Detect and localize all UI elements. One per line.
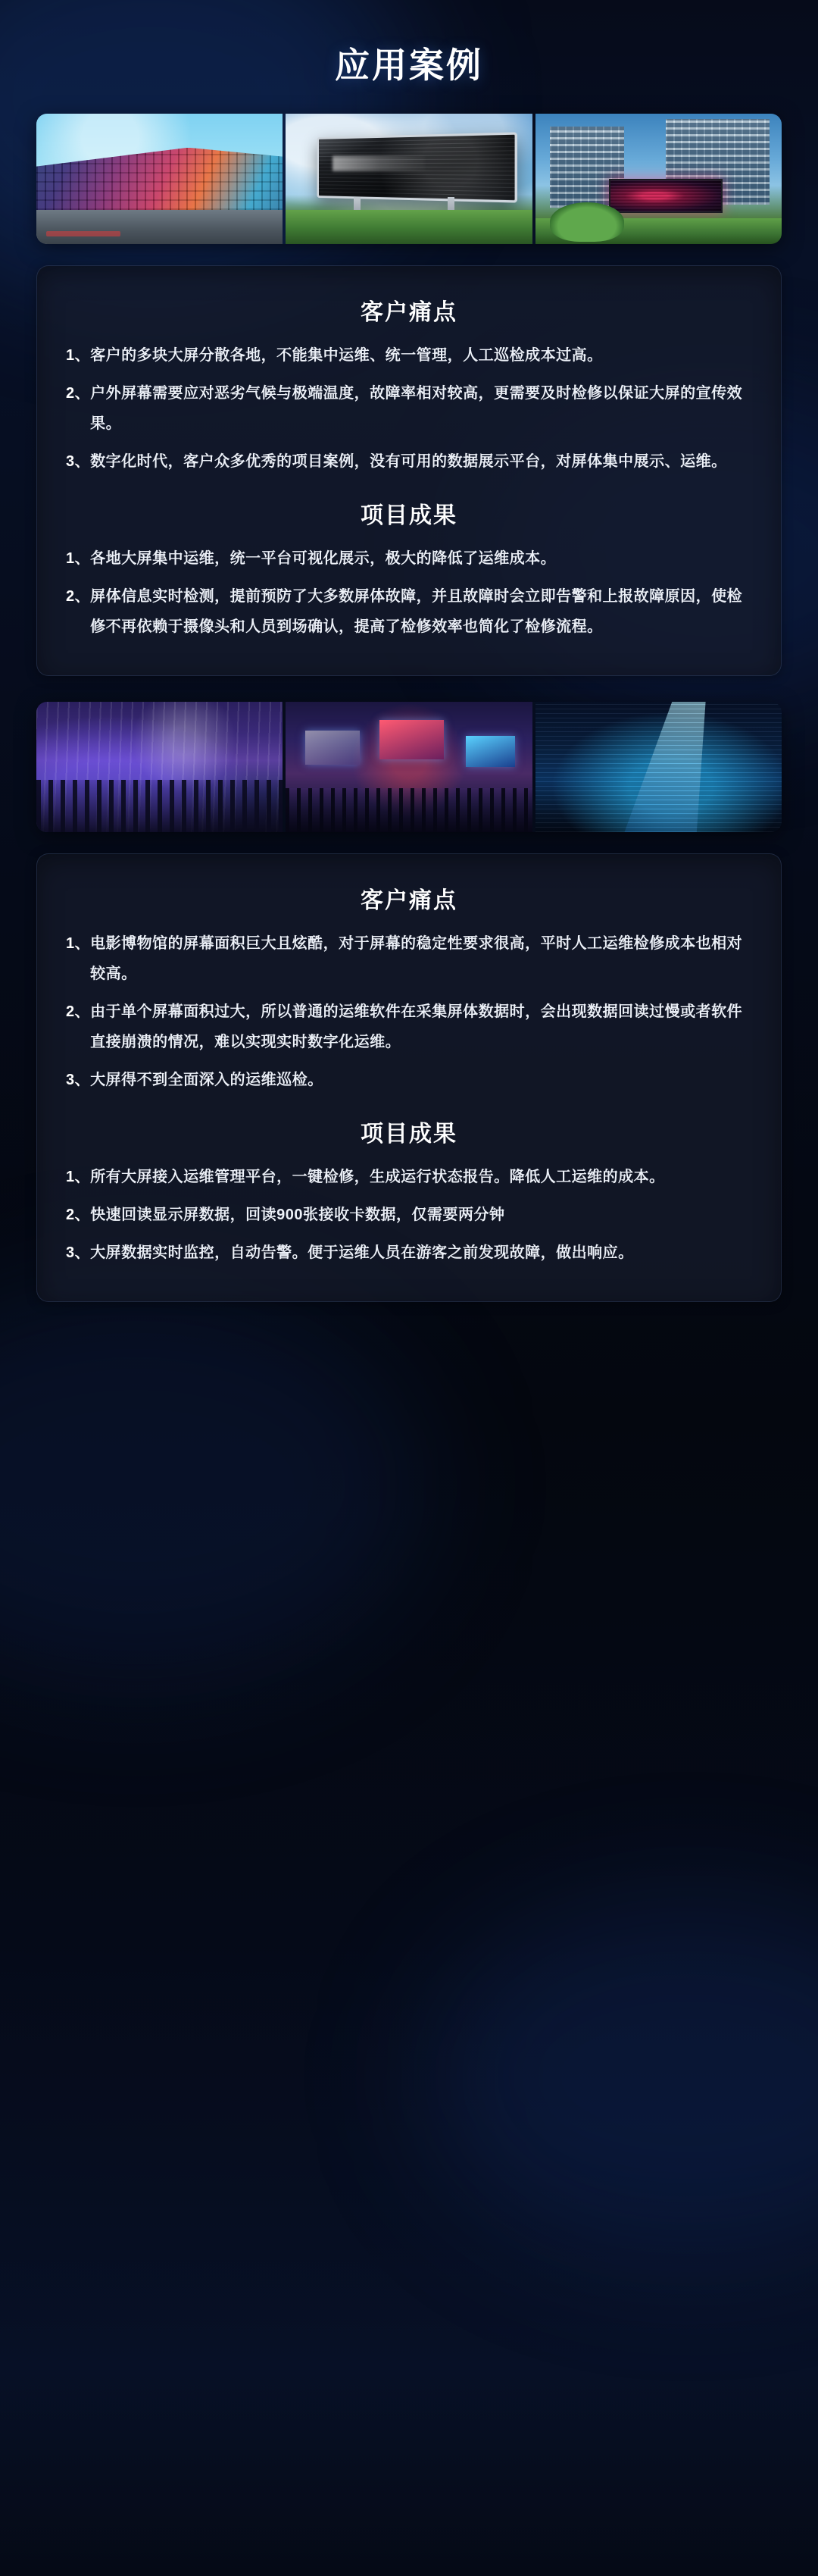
list-item-text: 屏体信息实时检测，提前预防了大多数屏体故障，并且故障时会立即告警和上报故障原因，使检修不再依赖于摄像头和人员到场确认，提高了检修效率也简化了检修流程。	[90, 588, 743, 635]
list-item	[66, 1238, 752, 1268]
pain-points-list	[63, 340, 755, 477]
billboard-screen-decor	[317, 132, 517, 202]
photo-commercial-led-facade	[36, 114, 283, 244]
list-item-text: 快速回读显示屏数据，回读900张接收卡数据，仅需要两分钟	[90, 1207, 505, 1223]
list-item	[66, 581, 752, 642]
pain-points-heading: 客户痛点	[361, 888, 457, 913]
list-item-number: 1、	[66, 1169, 91, 1185]
exhibit-panel-right-decor	[466, 736, 515, 767]
exhibit-panel-center-decor	[379, 720, 444, 759]
list-item	[66, 340, 752, 371]
list-item-number: 2、	[66, 1207, 91, 1223]
page-title: 应用案例	[335, 45, 483, 85]
list-item	[66, 1200, 752, 1230]
pain-points-list	[63, 928, 755, 1095]
results-list	[63, 543, 755, 642]
list-item-text: 大屏得不到全面深入的运维巡检。	[90, 1072, 323, 1088]
list-item-text: 大屏数据实时监控，自动告警。便于运维人员在游客之前发现故障，做出响应。	[90, 1244, 634, 1261]
photo-ground-decor	[36, 210, 283, 244]
list-item-number: 2、	[66, 588, 91, 605]
photo-blue-light-exhibition	[535, 702, 782, 832]
photo-film-museum-screens	[286, 702, 532, 832]
list-item	[66, 1065, 752, 1095]
results-heading: 项目成果	[361, 503, 457, 528]
list-item-number: 3、	[66, 1072, 91, 1088]
list-item-number: 1、	[66, 347, 91, 364]
list-item-text: 电影博物馆的屏幕面积巨大且炫酷，对于屏幕的稳定性要求很高，平时人工运维检修成本也相对较高。	[90, 935, 743, 982]
list-item-text: 由于单个屏幕面积过大，所以普通的运维软件在采集屏体数据时，会出现数据回读过慢或者软件直接崩溃的情况，难以实现实时数字化运维。	[90, 1003, 743, 1050]
list-item	[66, 543, 752, 574]
list-item-number: 2、	[66, 385, 91, 402]
background-glow-mid-left	[0, 1288, 424, 1682]
case-card-museum	[36, 853, 782, 1302]
building-led-screen-decor	[609, 179, 723, 213]
list-item	[66, 997, 752, 1057]
top-gallery	[36, 114, 782, 244]
list-item	[66, 1162, 752, 1192]
photo-outdoor-billboard	[286, 114, 532, 244]
exhibit-panel-left-decor	[305, 731, 360, 765]
list-item-text: 户外屏幕需要应对恶劣气候与极端温度，故障率相对较高，更需要及时检修以保证大屏的宣传效果。	[90, 385, 743, 432]
list-item	[66, 446, 752, 477]
list-item	[66, 928, 752, 989]
photo-immersive-projection-hall	[36, 702, 283, 832]
mid-gallery	[36, 702, 782, 832]
background-glow-bottom-right	[424, 1895, 818, 2258]
list-item	[66, 378, 752, 439]
list-item-number: 3、	[66, 453, 91, 470]
list-item-number: 2、	[66, 1003, 91, 1020]
list-item-number: 3、	[66, 1244, 91, 1261]
list-item-text: 客户的多块大屏分散各地，不能集中运维、统一管理，人工巡检成本过高。	[90, 347, 603, 364]
case-card-outdoor	[36, 265, 782, 676]
list-item-number: 1、	[66, 935, 91, 952]
photo-office-building-led	[535, 114, 782, 244]
results-heading: 项目成果	[361, 1122, 457, 1147]
list-item-text: 所有大屏接入运维管理平台，一键检修，生成运行状态报告。降低人工运维的成本。	[90, 1169, 665, 1185]
photo-bush-decor	[550, 202, 624, 242]
list-item-text: 数字化时代，客户众多优秀的项目案例，没有可用的数据展示平台，对屏体集中展示、运维。	[90, 453, 727, 470]
pain-points-heading: 客户痛点	[361, 300, 457, 325]
photo-grass-decor	[286, 210, 532, 244]
list-item-text: 各地大屏集中运维，统一平台可视化展示，极大的降低了运维成本。	[90, 550, 557, 567]
list-item-number: 1、	[66, 550, 91, 567]
results-list	[63, 1162, 755, 1268]
